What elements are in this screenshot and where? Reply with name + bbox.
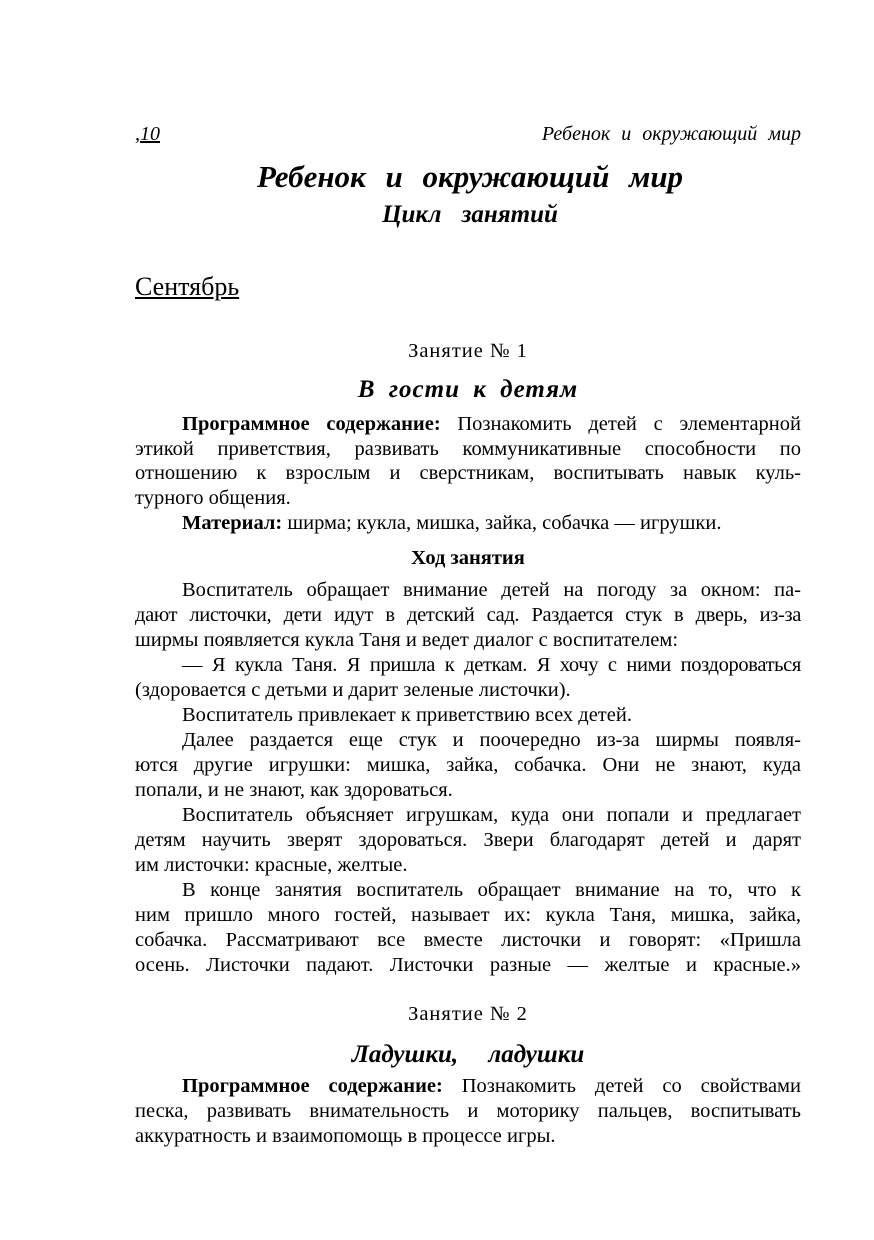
text: Познакомить детей с элементарной — [457, 413, 801, 435]
text-line: собачка. Рассматривают все вместе листочки и говорят: «Пришла — [135, 929, 801, 951]
course-heading: Ход занятия — [411, 547, 525, 569]
text-line: отношению к взрослым и сверстникам, воспитывать навык куль- — [135, 462, 801, 484]
running-header — [135, 122, 801, 146]
page-title: Ребенок и окружающий мир — [256, 159, 684, 194]
program-content-line — [135, 1074, 801, 1098]
lesson-title: В гости к детям — [357, 376, 579, 403]
program-label: Программное содержание: — [182, 413, 441, 435]
program-content-line — [135, 412, 801, 436]
lesson-title: Ладушки, ладушки — [351, 1041, 585, 1068]
lesson-number: Занятие № 2 — [408, 1003, 528, 1025]
text-line: аккуратность и взаимопомощь в процессе игры. — [135, 1125, 556, 1147]
page-number: ,10 — [135, 123, 160, 145]
program-label: Программное содержание: — [182, 1075, 443, 1097]
material-line — [135, 511, 801, 535]
month-heading: Сентябрь — [135, 272, 240, 301]
text-line: ширмы появляется кукла Таня и ведет диалог с воспитателем: — [135, 629, 679, 651]
lesson-number: Занятие № 1 — [408, 340, 528, 362]
text-line: Воспитатель привлекает к приветствию всех детей. — [182, 704, 632, 726]
text-line: им листочки: красные, желтые. — [135, 854, 408, 876]
text-line: ются другие игрушки: мишка, зайка, собачка. Они не знают, куда — [135, 754, 801, 776]
text-line: детям научить зверят здороваться. Звери благодарят детей и дарят — [135, 829, 801, 851]
text-line: Воспитатель объясняет игрушкам, куда они попали и предлагает — [182, 804, 801, 826]
text-line: осень. Листочки падают. Листочки разные — желтые и красные.» — [135, 954, 801, 976]
text-line: песка, развивать внимательность и моторику пальцев, воспитывать — [135, 1100, 801, 1122]
text-line: В конце занятия воспитатель обращает внимание на то, что к — [182, 879, 801, 901]
text: ширма; кукла, мишка, зайка, собачка — игрушки. — [287, 512, 722, 534]
text-line: ним пришло много гостей, называет их: кукла Таня, мишка, зайка, — [135, 904, 801, 926]
text-line: Далее раздается еще стук и поочередно из-за ширмы появля- — [182, 729, 801, 751]
material-label: Материал: — [182, 512, 283, 534]
text-line: дают листочки, дети идут в детский сад. Раздается стук в дверь, из-за — [135, 604, 801, 626]
page-subtitle: Цикл занятий — [382, 201, 558, 228]
text-line: Воспитатель обращает внимание детей на погоду за окном: па- — [182, 579, 801, 601]
text-line: попали, и не знают, как здороваться. — [135, 779, 453, 801]
running-title: Ребенок и окружающий мир — [541, 123, 801, 145]
text-line: турного общения. — [135, 487, 291, 509]
text-line: — Я кукла Таня. Я пришла к деткам. Я хочу с ними поздороваться — [182, 654, 801, 676]
text-line: этикой приветствия, развивать коммуникативные способности по — [135, 438, 801, 460]
text-line: (здоровается с детьми и дарит зеленые листочки). — [135, 679, 571, 701]
text: Познакомить детей со свойствами — [461, 1075, 801, 1097]
